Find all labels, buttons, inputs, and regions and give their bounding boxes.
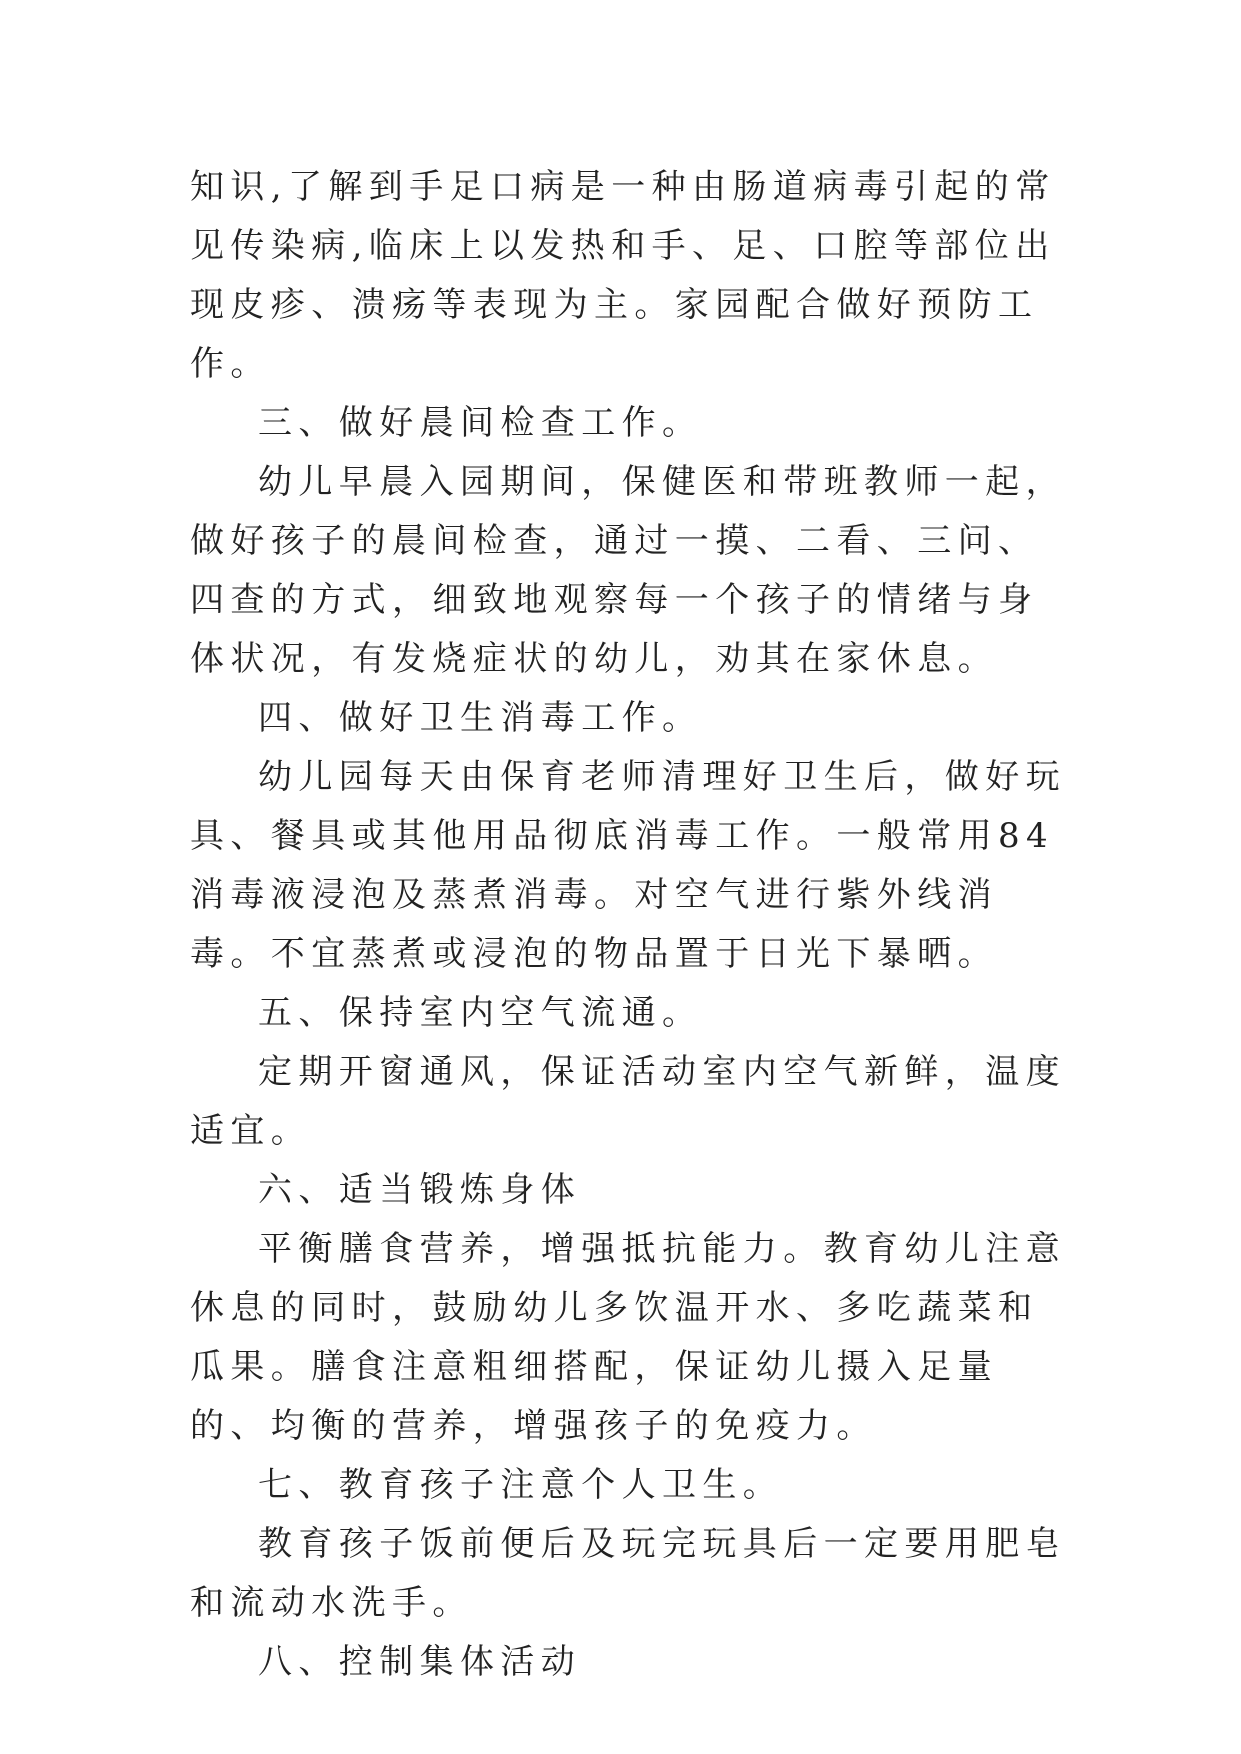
section-heading-8: 八、控制集体活动 bbox=[258, 1642, 582, 1682]
document-body bbox=[190, 158, 1070, 1692]
paragraph-ventilation: 定期开窗通风，保证活动室内空气新鲜，温度适宜。 bbox=[190, 1052, 1066, 1151]
paragraph-morning-check: 幼儿早晨入园期间，保健医和带班教师一起，做好孩子的晨间检查，通过一摸、二看、三问、四查的方式，细致地观察每一个孩子的情绪与身体状况，有发烧症状的幼儿，劝其在家休息。 bbox=[190, 462, 1066, 679]
paragraph-continuation: 知识,了解到手足口病是一种由肠道病毒引起的常见传染病,临床上以发热和手、足、口腔等部位出现皮疹、溃疡等表现为主。家园配合做好预防工作。 bbox=[190, 167, 1056, 384]
paragraph-disinfection: 幼儿园每天由保育老师清理好卫生后，做好玩具、餐具或其他用品彻底消毒工作。一般常用84消毒液浸泡及蒸煮消毒。对空气进行紫外线消毒。不宜蒸煮或浸泡的物品置于日光下暴晒。 bbox=[190, 757, 1066, 974]
section-heading-3: 三、做好晨间检查工作。 bbox=[258, 403, 703, 443]
section-heading-6: 六、适当锻炼身体 bbox=[258, 1170, 582, 1210]
paragraph-hygiene: 教育孩子饭前便后及玩完玩具后一定要用肥皂和流动水洗手。 bbox=[190, 1524, 1066, 1623]
paragraph-nutrition: 平衡膳食营养，增强抵抗能力。教育幼儿注意休息的同时，鼓励幼儿多饮温开水、多吃蔬菜和瓜果。膳食注意粗细搭配，保证幼儿摄入足量的、均衡的营养，增强孩子的免疫力。 bbox=[190, 1229, 1066, 1446]
section-heading-4: 四、做好卫生消毒工作。 bbox=[258, 698, 703, 738]
section-heading-5: 五、保持室内空气流通。 bbox=[258, 993, 703, 1033]
section-heading-7: 七、教育孩子注意个人卫生。 bbox=[258, 1465, 784, 1505]
